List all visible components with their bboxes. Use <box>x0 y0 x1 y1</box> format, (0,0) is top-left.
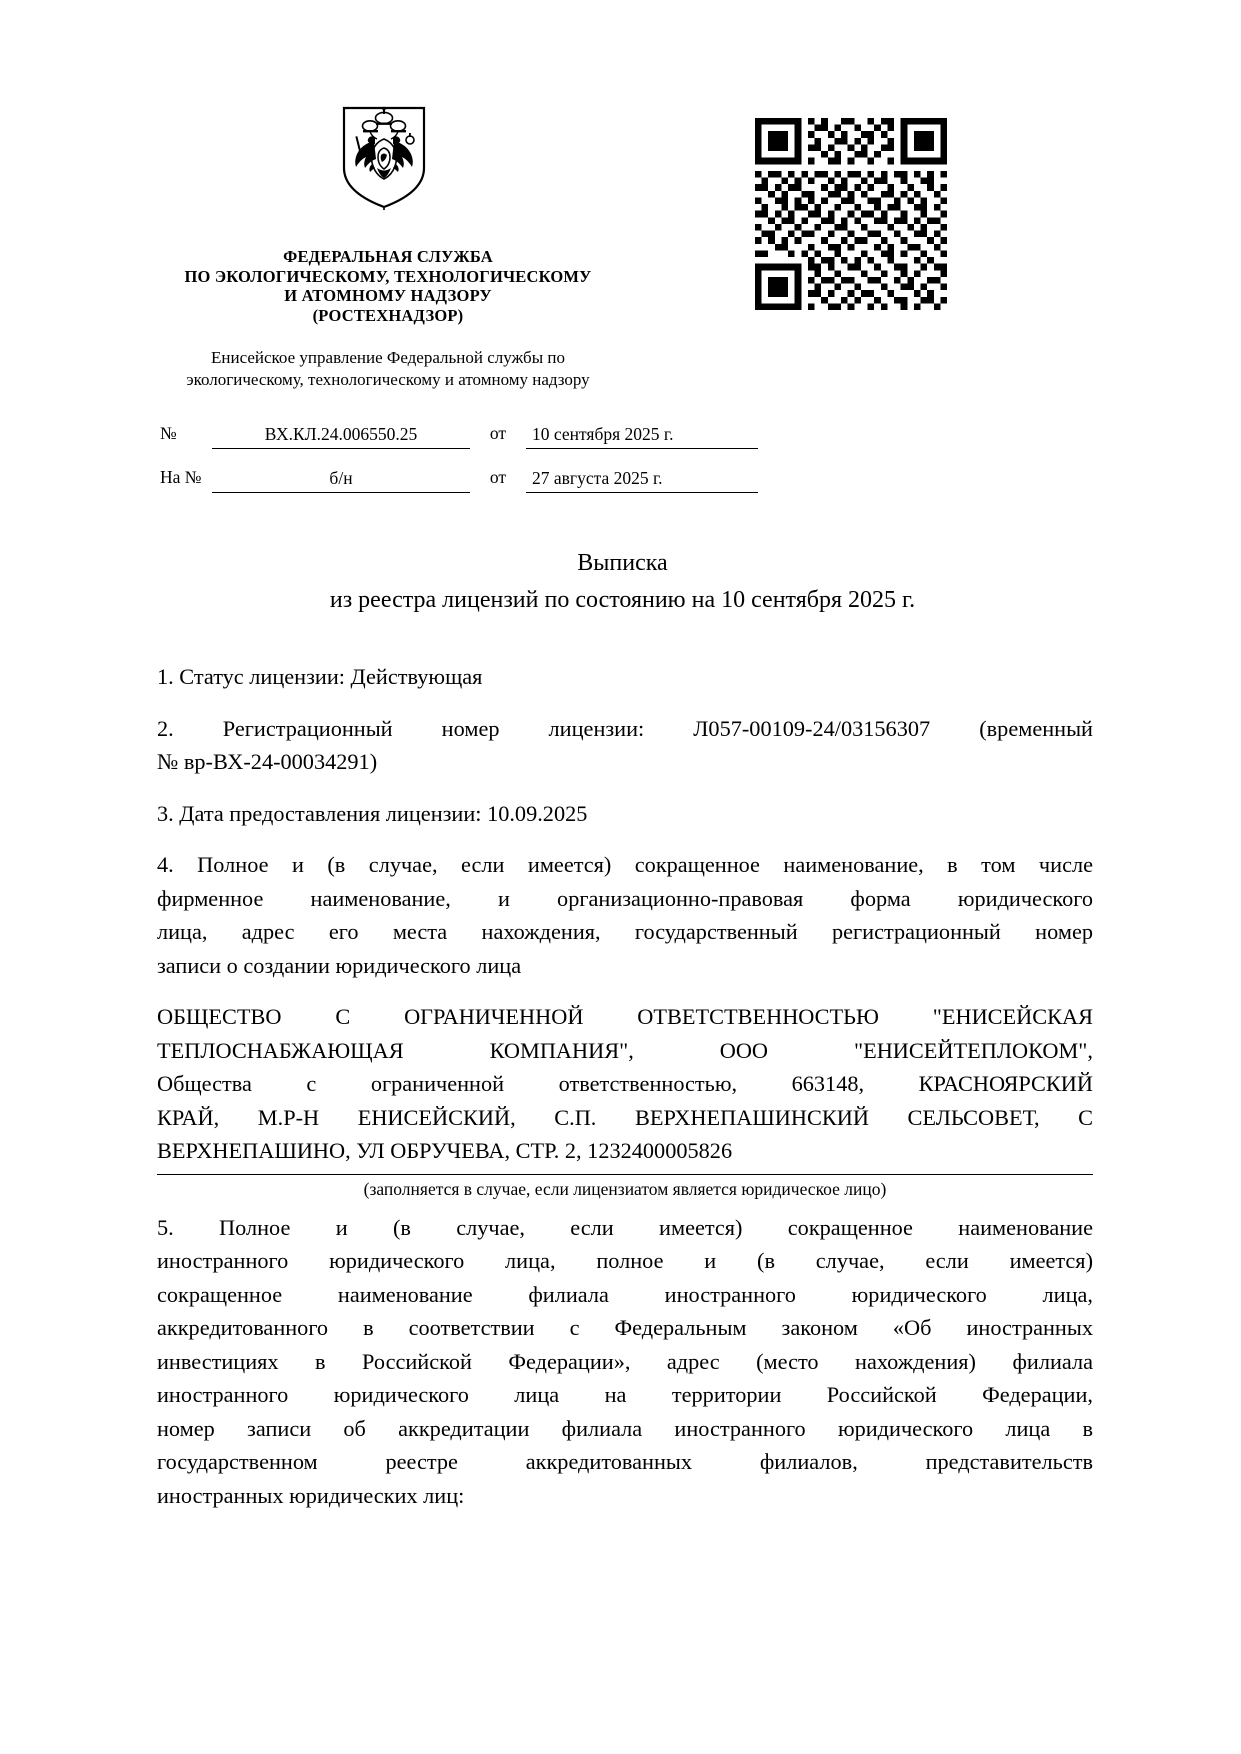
reply-number-value: б/н <box>212 468 470 493</box>
page-title-line-2: из реестра лицензий по состоянию на 10 сентября 2025 г. <box>329 587 916 613</box>
agency-department <box>155 347 621 391</box>
item5-line-8: государственном реестре аккредитованных филиалов, представительств <box>157 1449 1093 1474</box>
item5-line-9: иностранных юридических лиц: <box>157 1482 465 1508</box>
item5-line-3: сокращенное наименование филиала иностранного юридического лица, <box>157 1281 1093 1307</box>
agency-title-line-3: И АТОМНОМУ НАДЗОРУ <box>284 286 492 305</box>
russian-coat-of-arms-icon <box>341 106 427 210</box>
license-status-paragraph: 1. Статус лицензии: Действующая <box>157 664 483 689</box>
license-date-paragraph: 3. Дата предоставления лицензии: 10.09.2025 <box>157 800 588 826</box>
document-header <box>0 0 1241 400</box>
reply-date-value: 27 августа 2025 г. <box>526 468 758 493</box>
item5-line-7: номер записи об аккредитации филиала иностранного юридического лица в <box>157 1415 1093 1441</box>
license-number-paragraph <box>157 712 1093 779</box>
agency-title <box>155 247 621 325</box>
agency-title-line-4: (РОСТЕХНАДЗОР) <box>312 305 464 325</box>
licensee-details <box>157 1000 1093 1168</box>
reference-row-outgoing <box>160 405 750 449</box>
document-body <box>157 660 1093 1512</box>
reply-date-separator: от <box>489 467 507 487</box>
page-title-line-1: Выписка <box>577 550 668 576</box>
reference-date-value: 10 сентября 2025 г. <box>526 424 758 449</box>
licensee-address-line-2: КРАЙ, М.Р-Н ЕНИСЕЙСКИЙ, С.П. ВЕРХНЕПАШИНСКИЙ СЕЛЬСОВЕТ, С <box>157 1104 1093 1130</box>
page-title <box>155 545 1090 619</box>
item4-heading-paragraph <box>157 848 1093 982</box>
item4-line-2: фирменное наименование, и организационно-правовая форма юридического <box>157 885 1093 911</box>
qr-code-icon <box>755 118 947 310</box>
item5-line-4: аккредитованного в соответствии с Федеральным законом «Об иностранных <box>157 1315 1093 1340</box>
item4-line-3: лица, адрес его места нахождения, государственный регистрационный номер <box>157 919 1093 944</box>
reference-row-incoming <box>160 449 750 493</box>
legal-entity-note: (заполняется в случае, если лицензиатом является юридическое лицо) <box>363 1178 887 1199</box>
agency-title-line-2: ПО ЭКОЛОГИЧЕСКОМУ, ТЕХНОЛОГИЧЕСКОМУ <box>184 266 592 286</box>
item4-line-4: записи о создании юридического лица <box>157 952 522 978</box>
reference-number-value: ВХ.КЛ.24.006550.25 <box>212 424 470 449</box>
reference-number-label: № <box>160 423 177 443</box>
licensee-address-line-1: Общества с ограниченной ответственностью, 663148, КРАСНОЯРСКИЙ <box>157 1071 1093 1096</box>
license-number-line-2: № вр-ВХ-24-00034291) <box>157 749 378 774</box>
item5-line-1: 5. Полное и (в случае, если имеется) сокращенное наименование <box>157 1214 1093 1240</box>
agency-title-line-1: ФЕДЕРАЛЬНАЯ СЛУЖБА <box>283 247 493 266</box>
licensee-address-line-3: ВЕРХНЕПАШИНО, УЛ ОБРУЧЕВА, СТР. 2, 1232400005826 <box>157 1138 733 1163</box>
item5-paragraph <box>157 1211 1093 1513</box>
item5-line-2: иностранного юридического лица, полное и (в случае, если имеется) <box>157 1248 1093 1273</box>
agency-department-line-2: экологическому, технологическому и атомному надзору <box>186 370 590 389</box>
licensee-name-line-2: ТЕПЛОСНАБЖАЮЩАЯ КОМПАНИЯ", ООО "ЕНИСЕЙТЕПЛОКОМ", <box>157 1037 1093 1063</box>
reply-number-label: На № <box>160 467 202 487</box>
item5-line-6: иностранного юридического лица на территории Российской Федерации, <box>157 1382 1093 1407</box>
reference-date-separator: от <box>489 423 507 443</box>
section-divider <box>157 1174 1093 1175</box>
license-number-line-1: 2. Регистрационный номер лицензии: Л057-00109-24/03156307 (временный <box>157 715 1093 741</box>
organization-block <box>155 247 621 391</box>
agency-department-line-1: Енисейское управление Федеральной службы по <box>211 348 565 367</box>
reference-fields <box>160 405 750 493</box>
item5-line-5: инвестициях в Российской Федерации», адрес (место нахождения) филиала <box>157 1348 1093 1374</box>
licensee-name-line-1: ОБЩЕСТВО С ОГРАНИЧЕННОЙ ОТВЕТСТВЕННОСТЬЮ "ЕНИСЕЙСКАЯ <box>157 1004 1093 1029</box>
item4-line-1: 4. Полное и (в случае, если имеется) сокращенное наименование, в том числе <box>157 852 1093 877</box>
